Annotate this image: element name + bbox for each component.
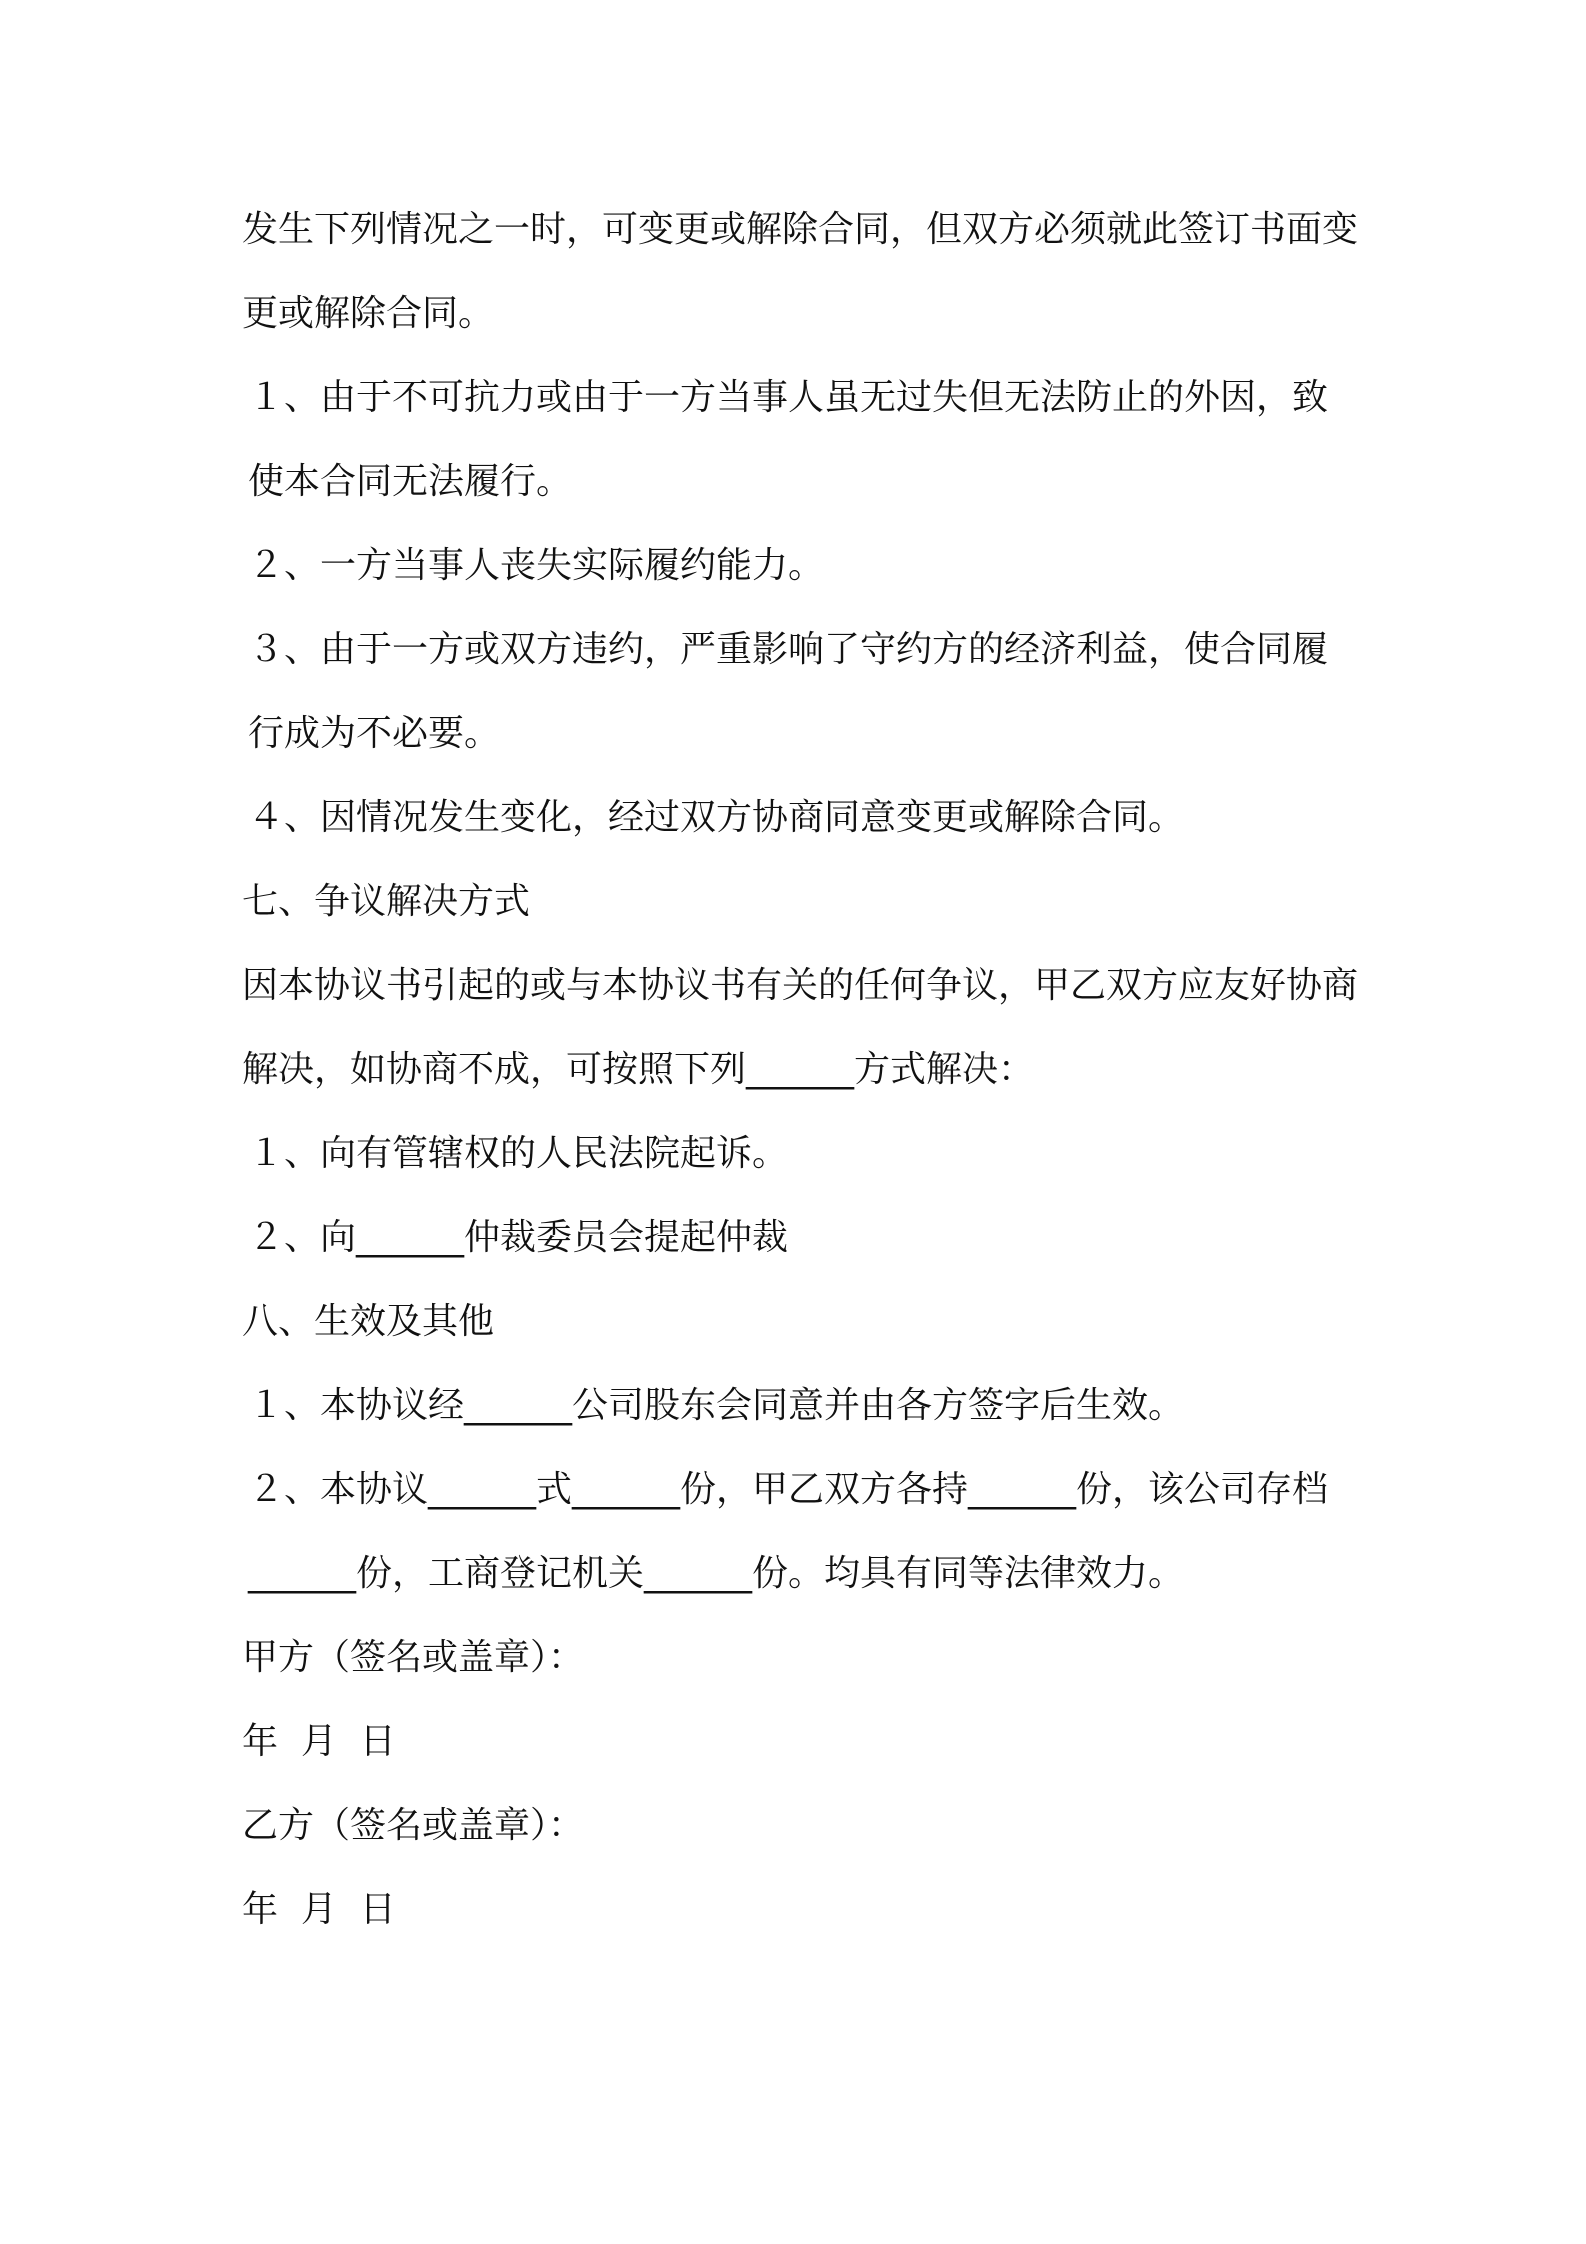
signature-party-b: 乙方（签名或盖章）： bbox=[242, 1805, 585, 1846]
paragraph-effectiveness-1: １、本协议经______公司股东会同意并由各方签字后生效。 bbox=[248, 1385, 1185, 1426]
paragraph-effectiveness-2: ２、本协议______式______份，甲乙双方各持______份，该公司存档______份，工商登记机关______份。均具有同等法律效力。 bbox=[248, 1469, 1329, 1594]
signature-party-a: 甲方（签名或盖章）： bbox=[242, 1637, 585, 1678]
paragraph-item-1-force-majeure: １、由于不可抗力或由于一方当事人虽无过失但无法防止的外因，致使本合同无法履行。 bbox=[248, 377, 1329, 502]
document-page bbox=[242, 188, 1362, 1952]
paragraph-dispute-option-arbitration: ２、向______仲裁委员会提起仲裁 bbox=[248, 1217, 789, 1258]
paragraph-item-4-mutual-agreement: ４、因情况发生变化，经过双方协商同意变更或解除合同。 bbox=[248, 797, 1185, 838]
paragraph-dispute-resolution: 因本协议书引起的或与本协议书有关的任何争议，甲乙双方应友好协商解决，如协商不成，可按照下列______方式解决： bbox=[242, 965, 1359, 1090]
date-party-b: 年 月 日 bbox=[242, 1889, 396, 1930]
section-heading-dispute-resolution: 七、争议解决方式 bbox=[242, 881, 531, 922]
paragraph-item-2-incapacity: ２、一方当事人丧失实际履约能力。 bbox=[248, 545, 825, 586]
section-heading-effectiveness: 八、生效及其他 bbox=[242, 1301, 495, 1342]
paragraph-item-3-breach: ３、由于一方或双方违约，严重影响了守约方的经济利益，使合同履行成为不必要。 bbox=[248, 629, 1329, 754]
paragraph-change-conditions: 发生下列情况之一时，可变更或解除合同，但双方必须就此签订书面变更或解除合同。 bbox=[242, 209, 1359, 334]
paragraph-dispute-option-court: １、向有管辖权的人民法院起诉。 bbox=[248, 1133, 789, 1174]
date-party-a: 年 月 日 bbox=[242, 1721, 396, 1762]
